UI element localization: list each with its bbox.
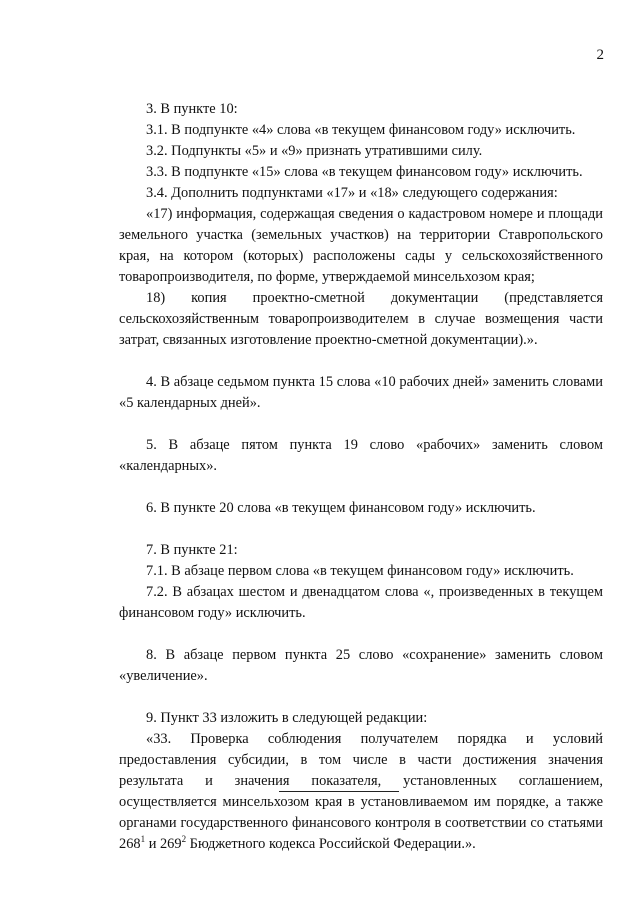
- spacer: [119, 351, 603, 372]
- document-body: [119, 99, 603, 855]
- page-number: 2: [596, 47, 604, 63]
- paragraph-33-text-after: Бюджетного кодекса Российской Федерации.».: [186, 836, 476, 852]
- paragraph-3-3: 3.3. В подпункте «15» слова «в текущем финансовом году» исключить.: [146, 164, 583, 180]
- paragraph-3-1: 3.1. В подпункте «4» слова «в текущем финансовом году» исключить.: [146, 122, 576, 138]
- paragraph-33: [119, 729, 603, 855]
- paragraph-7-2: 7.2. В абзацах шестом и двенадцатом слова «, произведенных в текущем финансовом году» исключить.: [119, 584, 603, 621]
- paragraph-3-4: 3.4. Дополнить подпунктами «17» и «18» следующего содержания:: [146, 185, 558, 201]
- closing-rule: [279, 791, 399, 792]
- spacer: [119, 687, 603, 708]
- spacer: [119, 414, 603, 435]
- superscript-1: 1: [140, 834, 146, 845]
- paragraph-9: 9. Пункт 33 изложить в следующей редакции:: [146, 710, 428, 726]
- spacer: [119, 624, 603, 645]
- paragraph-3-2: 3.2. Подпункты «5» и «9» признать утратившими силу.: [146, 143, 483, 159]
- paragraph-8: 8. В абзаце первом пункта 25 слово «сохранение» заменить словом «увеличение».: [119, 647, 603, 684]
- paragraph-7-1: 7.1. В абзаце первом слова «в текущем финансовом году» исключить.: [146, 563, 574, 579]
- paragraph-3: 3. В пункте 10:: [146, 101, 238, 117]
- paragraph-7: 7. В пункте 21:: [146, 542, 238, 558]
- spacer: [119, 477, 603, 498]
- subparagraph-17: «17) информация, содержащая сведения о кадастровом номере и площади земельного участка (земельных участков) на территории Ставропольского края, на котором (которых) расположены сады у сельскохозяйственного товаропроизводителя, по форме, утверждаемой минсельхозом края;: [119, 206, 603, 285]
- paragraph-6: 6. В пункте 20 слова «в текущем финансовом году» исключить.: [146, 500, 536, 516]
- spacer: [119, 519, 603, 540]
- subparagraph-18: 18) копия проектно-сметной документации (представляется сельскохозяйственным товаропроизводителем в случае возмещения части затрат, связанных изготовление проектно-сметной документации).».: [119, 290, 603, 348]
- paragraph-4: 4. В абзаце седьмом пункта 15 слова «10 рабочих дней» заменить словами «5 календарных дней».: [119, 374, 603, 411]
- superscript-2: 2: [181, 834, 187, 845]
- paragraph-5: 5. В абзаце пятом пункта 19 слово «рабочих» заменить словом «календарных».: [119, 437, 603, 474]
- paragraph-33-text-middle: и 269: [145, 836, 182, 852]
- paragraph-33-text-before: «33. Проверка соблюдения получателем порядка и условий предоставления субсидии, в том числе в части достижения значения результата и значения показателя, установленных соглашением, осуществляется минсельхозом края в установливаемом им порядке, а также органами государственного финансового контроля в соответствии со статьями 268: [119, 731, 603, 852]
